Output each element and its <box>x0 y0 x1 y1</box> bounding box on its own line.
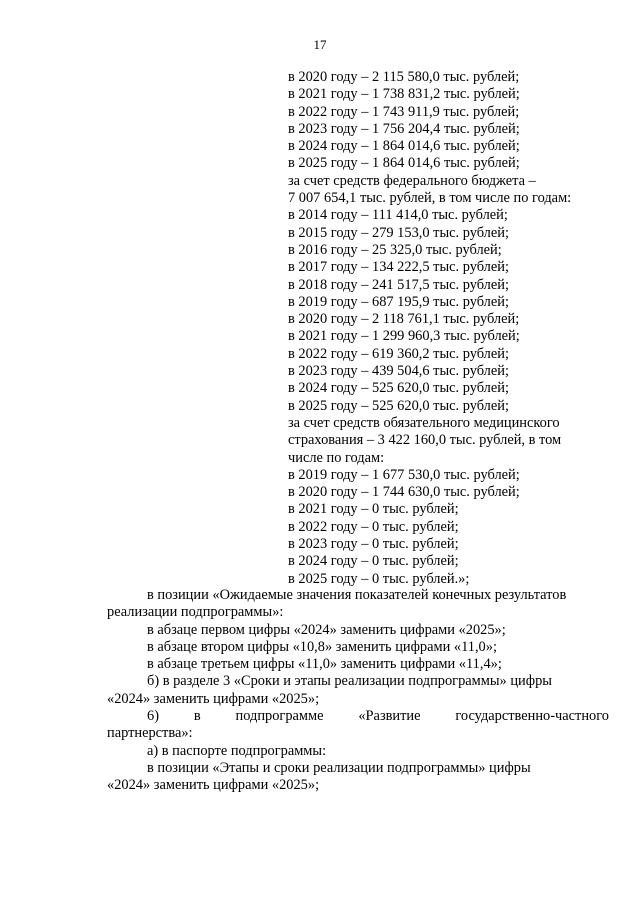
list-item: в 2018 году – 241 517,5 тыс. рублей; <box>288 276 509 293</box>
list-item: за счет средств федерального бюджета – <box>288 172 536 189</box>
justified-word: государственно-частного <box>455 708 609 725</box>
paragraph-line: в позиции «Ожидаемые значения показателей конечных результатов <box>147 587 567 603</box>
paragraph-line: в абзаце первом цифры «2024» заменить цифрами «2025»; <box>147 621 506 638</box>
list-item: числе по годам: <box>288 449 385 466</box>
list-item: в 2023 году – 439 504,6 тыс. рублей; <box>288 363 509 380</box>
list-item: в 2025 году – 0 тыс. рублей.»; <box>288 570 470 587</box>
list-item: в 2015 году – 279 153,0 тыс. рублей; <box>288 224 509 241</box>
paragraph-line: в позиции «Этапы и сроки реализации подпрограммы» цифры <box>147 759 531 776</box>
list-item: в 2023 году – 1 756 204,4 тыс. рублей; <box>288 120 520 137</box>
list-item: в 2021 году – 1 738 831,2 тыс. рублей; <box>288 86 520 103</box>
list-item: в 2017 году – 134 222,5 тыс. рублей; <box>288 259 509 276</box>
funding-list <box>288 69 608 588</box>
list-item: в 2024 году – 525 620,0 тыс. рублей; <box>288 380 509 397</box>
list-item: в 2019 году – 687 195,9 тыс. рублей; <box>288 293 509 310</box>
paragraph-line: реализации подпрограммы»: <box>107 604 284 621</box>
paragraph-line: в абзаце третьем цифры «11,0» заменить цифрами «11,4»; <box>147 656 502 673</box>
list-item: в 2022 году – 0 тыс. рублей; <box>288 518 459 535</box>
list-item: за счет средств обязательного медицинского <box>288 414 560 431</box>
list-item: 7 007 654,1 тыс. рублей, в том числе по годам: <box>288 190 572 207</box>
paragraph-stages <box>107 760 609 777</box>
list-item: в 2024 году – 1 864 014,6 тыс. рублей; <box>288 138 520 155</box>
document-body <box>107 587 609 795</box>
justified-word: в <box>193 708 201 725</box>
list-item: в 2020 году – 2 118 761,1 тыс. рублей; <box>288 311 520 328</box>
list-item: в 2014 году – 111 414,0 тыс. рублей; <box>288 207 508 224</box>
list-item: страхования – 3 422 160,0 тыс. рублей, в том <box>288 432 562 449</box>
paragraph-line: «2024» заменить цифрами «2025»; <box>107 777 320 794</box>
list-item: в 2025 году – 525 620,0 тыс. рублей; <box>288 397 509 414</box>
justified-word: подпрограмме <box>235 708 324 725</box>
paragraph-section-3 <box>107 673 609 690</box>
list-item: в 2024 году – 0 тыс. рублей; <box>288 553 459 570</box>
list-item: в 2021 году – 1 299 960,3 тыс. рублей; <box>288 328 520 345</box>
list-item: в 2022 году – 1 743 911,9 тыс. рублей; <box>288 103 520 120</box>
list-item: в 2022 году – 619 360,2 тыс. рублей; <box>288 345 509 362</box>
paragraph-line: б) в разделе 3 «Сроки и этапы реализации подпрограммы» цифры <box>147 673 552 690</box>
paragraph-line: а) в паспорте подпрограммы: <box>147 742 327 759</box>
paragraph-expected-results <box>107 587 609 604</box>
page-number: 17 <box>313 37 327 52</box>
list-item: в 2020 году – 2 115 580,0 тыс. рублей; <box>288 69 520 85</box>
list-item: в 2021 году – 0 тыс. рублей; <box>288 501 459 518</box>
justified-word: «Развитие <box>358 708 421 725</box>
list-item: в 2023 году – 0 тыс. рублей; <box>288 536 459 553</box>
list-item: в 2019 году – 1 677 530,0 тыс. рублей; <box>288 466 520 483</box>
list-item: в 2020 году – 1 744 630,0 тыс. рублей; <box>288 484 520 501</box>
list-item: в 2025 году – 1 864 014,6 тыс. рублей; <box>288 155 520 172</box>
list-item: в 2016 году – 25 325,0 тыс. рублей; <box>288 241 502 258</box>
paragraph-line: партнерства»: <box>107 725 193 742</box>
justified-word: 6) <box>147 708 159 725</box>
paragraph-line: в абзаце втором цифры «10,8» заменить цифрами «11,0»; <box>147 638 497 655</box>
paragraph-ppp-subprogram <box>107 708 609 725</box>
paragraph-line: «2024» заменить цифрами «2025»; <box>107 690 320 707</box>
